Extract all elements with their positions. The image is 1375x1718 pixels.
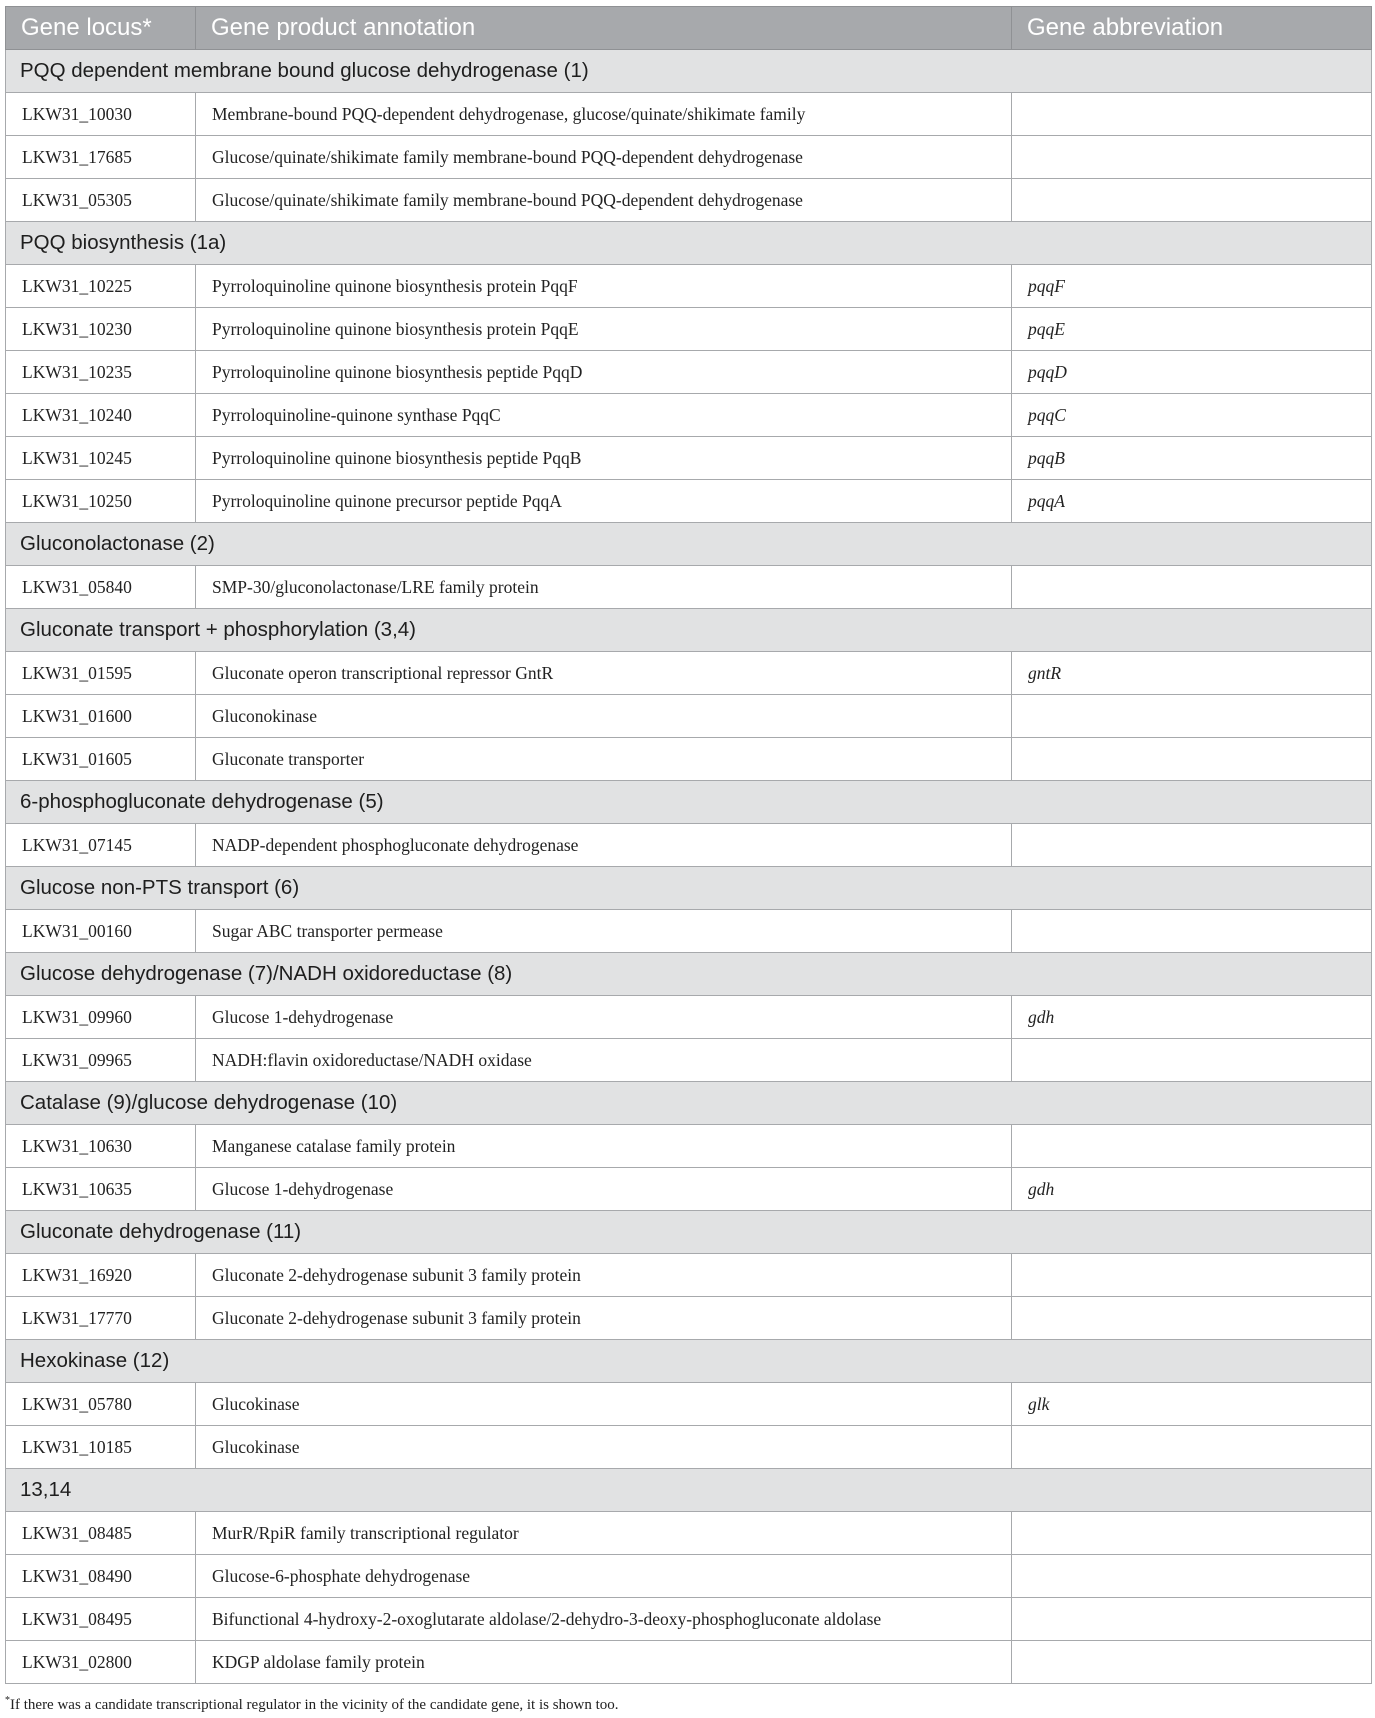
gene-abbreviation-cell [1012,695,1372,738]
gene-abbreviation-cell: gdh [1012,996,1372,1039]
gene-abbreviation-cell [1012,910,1372,953]
gene-abbreviation-cell: pqqD [1012,351,1372,394]
group-header-row [6,1082,1372,1125]
gene-annotation-cell: Glucose 1-dehydrogenase [196,996,1012,1039]
gene-locus-cell: LKW31_05305 [6,179,196,222]
gene-annotation-cell: MurR/RpiR family transcriptional regulator [196,1512,1012,1555]
table-row [6,308,1372,351]
gene-abbreviation-cell: gdh [1012,1168,1372,1211]
gene-annotation-cell: Pyrroloquinoline quinone biosynthesis peptide PqqD [196,351,1012,394]
gene-abbreviation-cell [1012,566,1372,609]
gene-abbreviation-cell [1012,1426,1372,1469]
gene-locus-cell: LKW31_16920 [6,1254,196,1297]
footnote-marker: * [5,1695,10,1706]
gene-locus-cell: LKW31_17770 [6,1297,196,1340]
gene-abbreviation-cell [1012,1598,1372,1641]
gene-abbreviation-cell [1012,179,1372,222]
gene-locus-cell: LKW31_10250 [6,480,196,523]
gene-abbreviation-cell [1012,1555,1372,1598]
gene-locus-cell: LKW31_09960 [6,996,196,1039]
table-row [6,1254,1372,1297]
table-row [6,652,1372,695]
gene-abbreviation-cell: pqqE [1012,308,1372,351]
gene-annotation-cell: Pyrroloquinoline-quinone synthase PqqC [196,394,1012,437]
gene-annotation-cell: Gluconate 2-dehydrogenase subunit 3 family protein [196,1254,1012,1297]
gene-abbreviation-cell: pqqA [1012,480,1372,523]
gene-abbreviation-cell [1012,824,1372,867]
table-row [6,1555,1372,1598]
group-title: Glucose non-PTS transport (6) [6,867,1372,910]
table-row [6,1426,1372,1469]
gene-abbreviation-cell: pqqB [1012,437,1372,480]
gene-locus-cell: LKW31_17685 [6,136,196,179]
gene-annotation-cell: Pyrroloquinoline quinone biosynthesis protein PqqF [196,265,1012,308]
group-header-row [6,222,1372,265]
table-row [6,566,1372,609]
gene-table [5,6,1372,1684]
gene-locus-cell: LKW31_08490 [6,1555,196,1598]
gene-abbreviation-cell [1012,93,1372,136]
group-header-row [6,1211,1372,1254]
group-header-row [6,1340,1372,1383]
gene-abbreviation-cell [1012,1039,1372,1082]
table-row [6,351,1372,394]
table-row [6,437,1372,480]
gene-locus-cell: LKW31_10030 [6,93,196,136]
gene-annotation-cell: NADP-dependent phosphogluconate dehydrogenase [196,824,1012,867]
group-title: Gluconolactonase (2) [6,523,1372,566]
gene-annotation-cell: KDGP aldolase family protein [196,1641,1012,1684]
gene-locus-cell: LKW31_02800 [6,1641,196,1684]
gene-abbreviation-cell [1012,1641,1372,1684]
gene-abbreviation-cell: glk [1012,1383,1372,1426]
group-header-row [6,953,1372,996]
gene-annotation-cell: NADH:flavin oxidoreductase/NADH oxidase [196,1039,1012,1082]
gene-locus-cell: LKW31_10225 [6,265,196,308]
gene-locus-cell: LKW31_10240 [6,394,196,437]
table-row [6,1168,1372,1211]
gene-locus-cell: LKW31_10245 [6,437,196,480]
group-header-row [6,781,1372,824]
footnote-text: If there was a candidate transcriptional regulator in the vicinity of the candidate gene, it is shown too. [10,1697,619,1713]
gene-locus-cell: LKW31_05840 [6,566,196,609]
gene-abbreviation-cell [1012,1512,1372,1555]
table-row [6,910,1372,953]
group-title: PQQ biosynthesis (1a) [6,222,1372,265]
group-title: Glucose dehydrogenase (7)/NADH oxidoreductase (8) [6,953,1372,996]
gene-annotation-cell: Gluconate 2-dehydrogenase subunit 3 family protein [196,1297,1012,1340]
gene-annotation-cell: Membrane-bound PQQ-dependent dehydrogenase, glucose/quinate/shikimate family [196,93,1012,136]
gene-abbreviation-cell [1012,136,1372,179]
gene-annotation-cell: Gluconate transporter [196,738,1012,781]
table-row [6,265,1372,308]
group-title: 6-phosphogluconate dehydrogenase (5) [6,781,1372,824]
gene-abbreviation-cell [1012,1125,1372,1168]
table-row [6,179,1372,222]
header-gene-locus: Gene locus* [6,7,196,50]
group-title: 13,14 [6,1469,1372,1512]
group-header-row [6,609,1372,652]
group-title: Catalase (9)/glucose dehydrogenase (10) [6,1082,1372,1125]
group-title: Gluconate transport + phosphorylation (3,4) [6,609,1372,652]
gene-annotation-cell: Gluconate operon transcriptional repressor GntR [196,652,1012,695]
table-row [6,1125,1372,1168]
gene-locus-cell: LKW31_10630 [6,1125,196,1168]
gene-locus-cell: LKW31_08485 [6,1512,196,1555]
group-header-row [6,50,1372,93]
table-row [6,695,1372,738]
gene-annotation-cell: Bifunctional 4-hydroxy-2-oxoglutarate aldolase/2-dehydro-3-deoxy-phosphogluconate aldolase [196,1598,1012,1641]
table-row [6,1641,1372,1684]
gene-annotation-cell: Pyrroloquinoline quinone biosynthesis peptide PqqB [196,437,1012,480]
gene-annotation-cell: Gluconokinase [196,695,1012,738]
table-row [6,480,1372,523]
table-row [6,1598,1372,1641]
gene-annotation-cell: Pyrroloquinoline quinone biosynthesis protein PqqE [196,308,1012,351]
gene-abbreviation-cell [1012,738,1372,781]
gene-locus-cell: LKW31_01605 [6,738,196,781]
gene-abbreviation-cell: gntR [1012,652,1372,695]
gene-locus-cell: LKW31_01595 [6,652,196,695]
gene-locus-cell: LKW31_01600 [6,695,196,738]
gene-locus-cell: LKW31_10235 [6,351,196,394]
table-row [6,1383,1372,1426]
group-header-row [6,867,1372,910]
gene-annotation-cell: Glucose 1-dehydrogenase [196,1168,1012,1211]
header-gene-abbreviation: Gene abbreviation [1012,7,1372,50]
group-title: PQQ dependent membrane bound glucose dehydrogenase (1) [6,50,1372,93]
header-gene-product-annotation: Gene product annotation [196,7,1012,50]
gene-annotation-cell: Glucose/quinate/shikimate family membrane-bound PQQ-dependent dehydrogenase [196,136,1012,179]
gene-annotation-cell: Pyrroloquinoline quinone precursor peptide PqqA [196,480,1012,523]
gene-locus-cell: LKW31_00160 [6,910,196,953]
group-title: Gluconate dehydrogenase (11) [6,1211,1372,1254]
table-row [6,1039,1372,1082]
table-row [6,1297,1372,1340]
table-row [6,824,1372,867]
table-body [6,50,1372,1684]
gene-annotation-cell: Glucokinase [196,1426,1012,1469]
table-row [6,394,1372,437]
gene-annotation-cell: Manganese catalase family protein [196,1125,1012,1168]
table-row [6,1512,1372,1555]
gene-abbreviation-cell: pqqF [1012,265,1372,308]
gene-locus-cell: LKW31_07145 [6,824,196,867]
gene-annotation-cell: Glucokinase [196,1383,1012,1426]
gene-locus-cell: LKW31_09965 [6,1039,196,1082]
gene-abbreviation-cell: pqqC [1012,394,1372,437]
table-row [6,996,1372,1039]
gene-locus-cell: LKW31_10635 [6,1168,196,1211]
gene-locus-cell: LKW31_10185 [6,1426,196,1469]
table-row [6,93,1372,136]
table-row [6,136,1372,179]
group-header-row [6,1469,1372,1512]
table-row [6,738,1372,781]
gene-locus-cell: LKW31_05780 [6,1383,196,1426]
group-title: Hexokinase (12) [6,1340,1372,1383]
gene-locus-cell: LKW31_08495 [6,1598,196,1641]
gene-annotation-cell: Glucose/quinate/shikimate family membrane-bound PQQ-dependent dehydrogenase [196,179,1012,222]
group-header-row [6,523,1372,566]
gene-abbreviation-cell [1012,1254,1372,1297]
table-header-row [6,7,1372,50]
gene-abbreviation-cell [1012,1297,1372,1340]
gene-annotation-cell: SMP-30/gluconolactonase/LRE family protein [196,566,1012,609]
gene-annotation-cell: Glucose-6-phosphate dehydrogenase [196,1555,1012,1598]
gene-locus-cell: LKW31_10230 [6,308,196,351]
gene-annotation-cell: Sugar ABC transporter permease [196,910,1012,953]
gene-table-container [5,6,1371,1684]
footnote [5,1695,619,1714]
